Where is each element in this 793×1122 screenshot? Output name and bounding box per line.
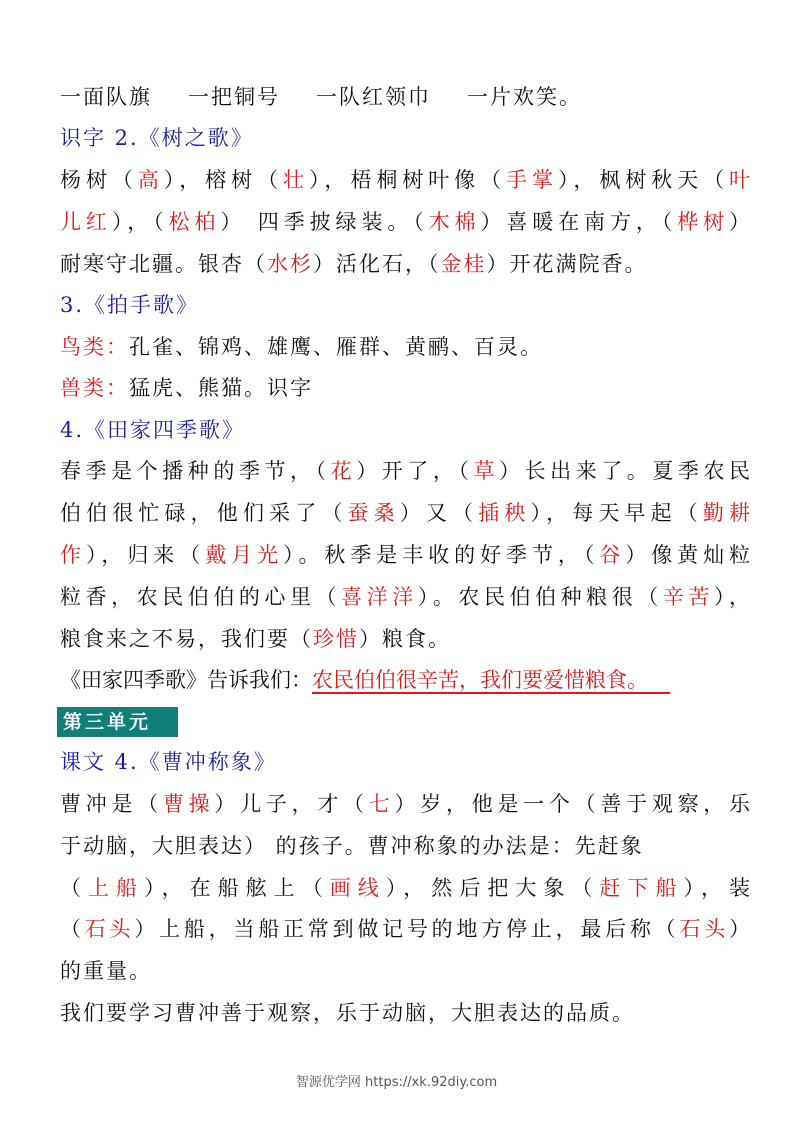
answer: 勤耕 <box>702 501 751 525</box>
text-line: 于动脑，大胆表达） 的孩子。曹冲称象的办法是：先赶象 <box>60 834 644 858</box>
answer: 作 <box>60 543 86 567</box>
answer: 七 <box>368 792 395 816</box>
text-line: 杨树（高），榕树（壮），梧桐树叶像（手掌），枫树秋天（叶 <box>60 168 751 192</box>
answer: 花 <box>330 459 357 483</box>
text-line: 的重量。 <box>60 959 152 983</box>
text-line: 耐寒守北疆。银杏（水杉）活化石，（金桂）开花满院香。 <box>60 252 648 276</box>
answer: 水杉 <box>267 252 313 276</box>
answer: 喜洋洋 <box>341 585 418 609</box>
text-line: 鸟类：孔雀、锦鸡、雄鹰、雁群、黄鹂、百灵。 <box>60 335 543 359</box>
phrase: 一把铜号 <box>188 85 280 109</box>
section-heading: 课文 4.《曹冲称象》 <box>60 750 277 774</box>
answer: 儿红 <box>60 210 112 234</box>
phrase: 一片欢笑。 <box>467 85 582 109</box>
section-heading: 3.《拍手歌》 <box>60 293 200 317</box>
text-line: （石头）上船，当船正常到做记号的地方停止，最后称（石头） <box>60 917 751 941</box>
answer: 戴月光 <box>205 543 284 567</box>
phrase: 一队红领巾 <box>316 85 431 109</box>
phrase-line <box>60 84 750 110</box>
text-line: 粒香，农民伯伯的心里（喜洋洋）。农民伯伯种粮很（辛苦）， <box>60 585 751 609</box>
answer: 桦树 <box>677 210 730 234</box>
answer: 木棉 <box>428 210 481 234</box>
answer: 画线 <box>329 876 386 900</box>
answer: 叶 <box>729 168 751 192</box>
answer: 上船 <box>88 876 145 900</box>
text-line: （上船），在船舷上（画线），然后把大象（赶下船），装 <box>60 876 751 900</box>
section-heading: 4.《田家四季歌》 <box>60 418 246 442</box>
footer-watermark: 智源优学网 https://xk.92diy.com <box>295 1075 498 1090</box>
answer: 石头 <box>84 917 135 941</box>
phrase: 一面队旗 <box>60 85 152 109</box>
text-line: 粮食来之不易，我们要（珍惜）粮食。 <box>60 627 451 651</box>
text-line: 伯伯很忙碌，他们采了（蚕桑）又（插秧），每天早起（勤耕 <box>60 501 751 525</box>
answer: 手掌 <box>506 168 558 192</box>
answer: 赶下船 <box>599 876 684 900</box>
summary-answer: 农民伯伯很辛苦，我们要爱惜粮食。 <box>312 668 670 694</box>
text-line: 兽类：猛虎、熊猫。识字 <box>60 376 313 400</box>
text-line: 《田家四季歌》告诉我们：农民伯伯很辛苦，我们要爱惜粮食。 <box>60 667 750 693</box>
answer: 石头 <box>679 917 730 941</box>
category-label: 兽类： <box>60 376 129 400</box>
text-line: 曹冲是（曹操）儿子，才（七）岁，他是一个（善于观察，乐 <box>60 792 751 816</box>
answer: 金桂 <box>440 252 487 276</box>
answer: 草 <box>473 459 500 483</box>
text-line: 春季是个播种的季节，（花）开了，（草）长出来了。夏季农民 <box>60 459 751 483</box>
text-line: 儿红），（松柏） 四季披绿装。（木棉）喜暖在南方，（桦树） <box>60 210 751 234</box>
answer: 蚕桑 <box>347 501 400 525</box>
category-label: 鸟类： <box>60 335 129 359</box>
answer: 插秧 <box>478 501 531 525</box>
text-line: 我们要学习曹冲善于观察，乐于动脑，大胆表达的品质。 <box>60 1001 635 1025</box>
answer: 珍惜 <box>313 627 359 651</box>
text-line: 作），归来（戴月光）。秋季是丰收的好季节，（谷）像黄灿粒 <box>60 543 751 567</box>
answer: 壮 <box>283 168 309 192</box>
answer: 曹操 <box>162 792 215 816</box>
answer: 高 <box>137 168 164 192</box>
section-heading: 识字 2.《树之歌》 <box>60 126 254 150</box>
answer: 松柏 <box>168 210 221 234</box>
answer: 辛苦 <box>662 585 714 609</box>
unit-banner: 第三单元 <box>57 707 178 737</box>
answer: 谷 <box>599 543 626 567</box>
